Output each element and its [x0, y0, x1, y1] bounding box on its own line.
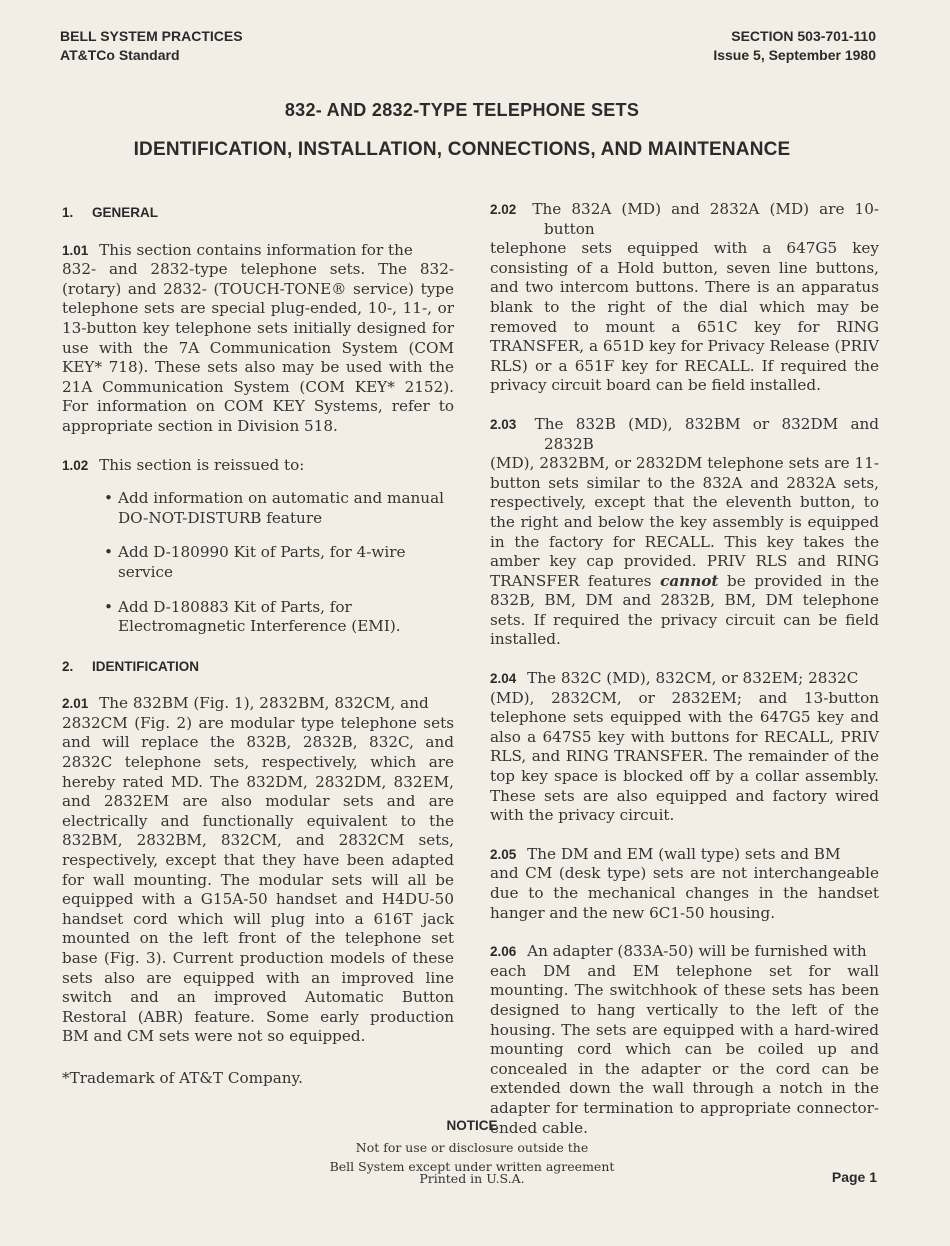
- list-item: • Add D-180883 Kit of Parts, for Electromagnetic Interference (EMI).: [104, 597, 401, 636]
- section-heading-general: [62, 203, 454, 223]
- paragraph-first-line: An adapter (833A-50) will be furnished with: [527, 942, 867, 961]
- paragraph-number: 2.02: [490, 202, 517, 217]
- notice-line: Not for use or disclosure outside the: [355, 1140, 589, 1155]
- paragraph-number: 2.04: [490, 671, 517, 687]
- paragraph-first-line: The DM and EM (wall type) sets and BM: [527, 844, 841, 863]
- paragraph-number: 2.05: [490, 846, 517, 862]
- header-right: [713, 27, 876, 65]
- section-number: 2.: [62, 658, 74, 674]
- notice-heading: NOTICE: [446, 1118, 498, 1133]
- notice-line: Bell System except under written agreement: [329, 1159, 615, 1174]
- footnote: *Trademark of AT&T Company.: [62, 1068, 303, 1087]
- issue-date: Issue 5, September 1980: [713, 47, 876, 63]
- paragraph-first-line: This section contains information for the: [99, 240, 413, 259]
- paragraph-body: This section is reissued to:: [99, 455, 305, 474]
- paragraph-2-01: [62, 694, 454, 1047]
- paragraph-number: 2.06: [490, 944, 517, 960]
- paragraph-first-line: The 832C (MD), 832CM, or 832EM; 2832C: [527, 669, 859, 688]
- paragraph-2-03: [490, 415, 879, 650]
- paragraph-first-line: The 832B (MD), 832BM or 832DM and 2832B: [534, 414, 879, 453]
- section-number: 1.: [62, 205, 74, 220]
- printed-in-label: Printed in U.S.A.: [419, 1171, 525, 1186]
- paragraph-1-01: [62, 241, 454, 437]
- paragraph-body: and CM (desk type) sets are not interchangeable due to the mechanical changes in the handset hanger and the new 6C1-50 housing.: [490, 864, 879, 922]
- list-item: • Add information on automatic and manual DO-NOT-DISTURB feature: [104, 489, 444, 527]
- emphasis-text: cannot: [660, 571, 719, 590]
- paragraph-2-05: [490, 845, 879, 923]
- paragraph-2-06: [490, 942, 879, 1138]
- paragraph-body: (MD), 2832CM, or 2832EM; and 13-button telephone sets equipped with the 647G5 key and also a 647S5 key with buttons for RECALL, PRIV RLS, and RING TRANSFER. The remainder of the top key space is blocked off by a collar assembly. These sets are also equipped and factory wired with the privacy circuit.: [490, 688, 879, 825]
- paragraph-body: each DM and EM telephone set for wall mounting. The switchhook of these sets has been designed to hang vertically to the left of the housing. The sets are equipped with a hard-wired mounting cord which can be coiled up and concealed in the adapter or the cord can be extended down the wall through a notch in the adapter for termination to appropriate connector-ended cable.: [490, 961, 879, 1137]
- bullet-icon: •: [104, 489, 113, 508]
- left-column: [62, 200, 454, 1089]
- paragraph-number: 2.03: [490, 416, 517, 432]
- paragraph-number: 1.01: [62, 242, 89, 258]
- paragraph-2-02: [490, 200, 879, 396]
- bullet-icon: •: [104, 543, 113, 562]
- paragraph-2-04: [490, 669, 879, 826]
- section-number: SECTION 503-701-110: [731, 28, 876, 44]
- paragraph-first-line: The 832A (MD) and 2832A (MD) are 10-button: [532, 200, 880, 238]
- paragraph-body: telephone sets equipped with a 647G5 key consisting of a Hold button, seven line buttons, and two intercom buttons. There is an apparatus blank to the right of the dial which may be removed to mount a 651C key for RING TRANSFER, a 651D key for Privacy Release (PRIV RLS) or a 651F key for RECALL. If required the privacy circuit board can be field installed.: [490, 239, 879, 395]
- paragraph-first-line: The 832BM (Fig. 1), 2832BM, 832CM, and: [99, 694, 429, 713]
- right-column: [490, 200, 879, 1157]
- header-left: [60, 27, 243, 65]
- paragraph-number: 1.02: [62, 457, 89, 473]
- document-title: 832- AND 2832-TYPE TELEPHONE SETS: [284, 100, 640, 120]
- paragraph-body: 2832CM (Fig. 2) are modular type telephone sets and will replace the 832B, 2832B, 832C, and 2832C telephone sets, respectively, which are hereby rated MD. The 832DM, 2832DM, 832EM, and 2832EM are also modular sets and are electrically and functionally equivalent to the 832BM, 2832BM, 832CM, and 2832CM sets, respectively, except that they have been adapted for wall mounting. The modular sets will all be equipped with a G15A-50 handset and H4DU-50 handset cord which will plug into a 616T jack mounted on the left front of the telephone set base (Fig. 3). Current production models of these sets also are equipped with an improved line switch and an improved Automatic Button Restoral (ABR) feature. Some early production BM and CM sets were not so equipped.: [62, 713, 454, 1046]
- standard-label: AT&TCo Standard: [60, 47, 180, 63]
- bullet-icon: •: [104, 597, 113, 616]
- document-subtitle: IDENTIFICATION, INSTALLATION, CONNECTIONS, AND MAINTENANCE: [133, 139, 791, 160]
- publication-name: BELL SYSTEM PRACTICES: [60, 28, 243, 44]
- paragraph-1-02: [62, 456, 454, 476]
- section-title: GENERAL: [92, 205, 159, 220]
- section-heading-identification: [62, 657, 454, 677]
- paragraph-body: 832- and 2832-type telephone sets. The 832- (rotary) and 2832- (TOUCH-TONE® service) type telephone sets are special plug-ended, 10-, 11-, or 13-button key telephone sets initially designed for use with the 7A Communication System (COM KEY* 718). These sets also may be used with the 21A Communication System (COM KEY* 2152). For information on COM KEY Systems, refer to appropriate section in Division 518.: [62, 260, 454, 435]
- page-number: Page 1: [831, 1169, 877, 1185]
- notice-block: [0, 1118, 944, 1176]
- paragraph-body-end: be provided in the 832B, BM, DM and 2832B, BM, DM telephone sets. If required the privacy circuit can be field installed.: [490, 571, 879, 649]
- paragraph-number: 2.01: [62, 696, 89, 712]
- section-title: IDENTIFICATION: [92, 658, 199, 674]
- list-item: • Add D-180990 Kit of Parts, for 4-wire service: [104, 543, 406, 581]
- paragraph-body: (MD), 2832BM, or 2832DM telephone sets are 11-button sets similar to the 832A and 2832A sets, respectively, except that the eleventh button, to the right and below the key assembly is equipped in the factory for RECALL. This key takes the amber key cap provided. PRIV RLS and RING TRANSFER features: [490, 454, 879, 590]
